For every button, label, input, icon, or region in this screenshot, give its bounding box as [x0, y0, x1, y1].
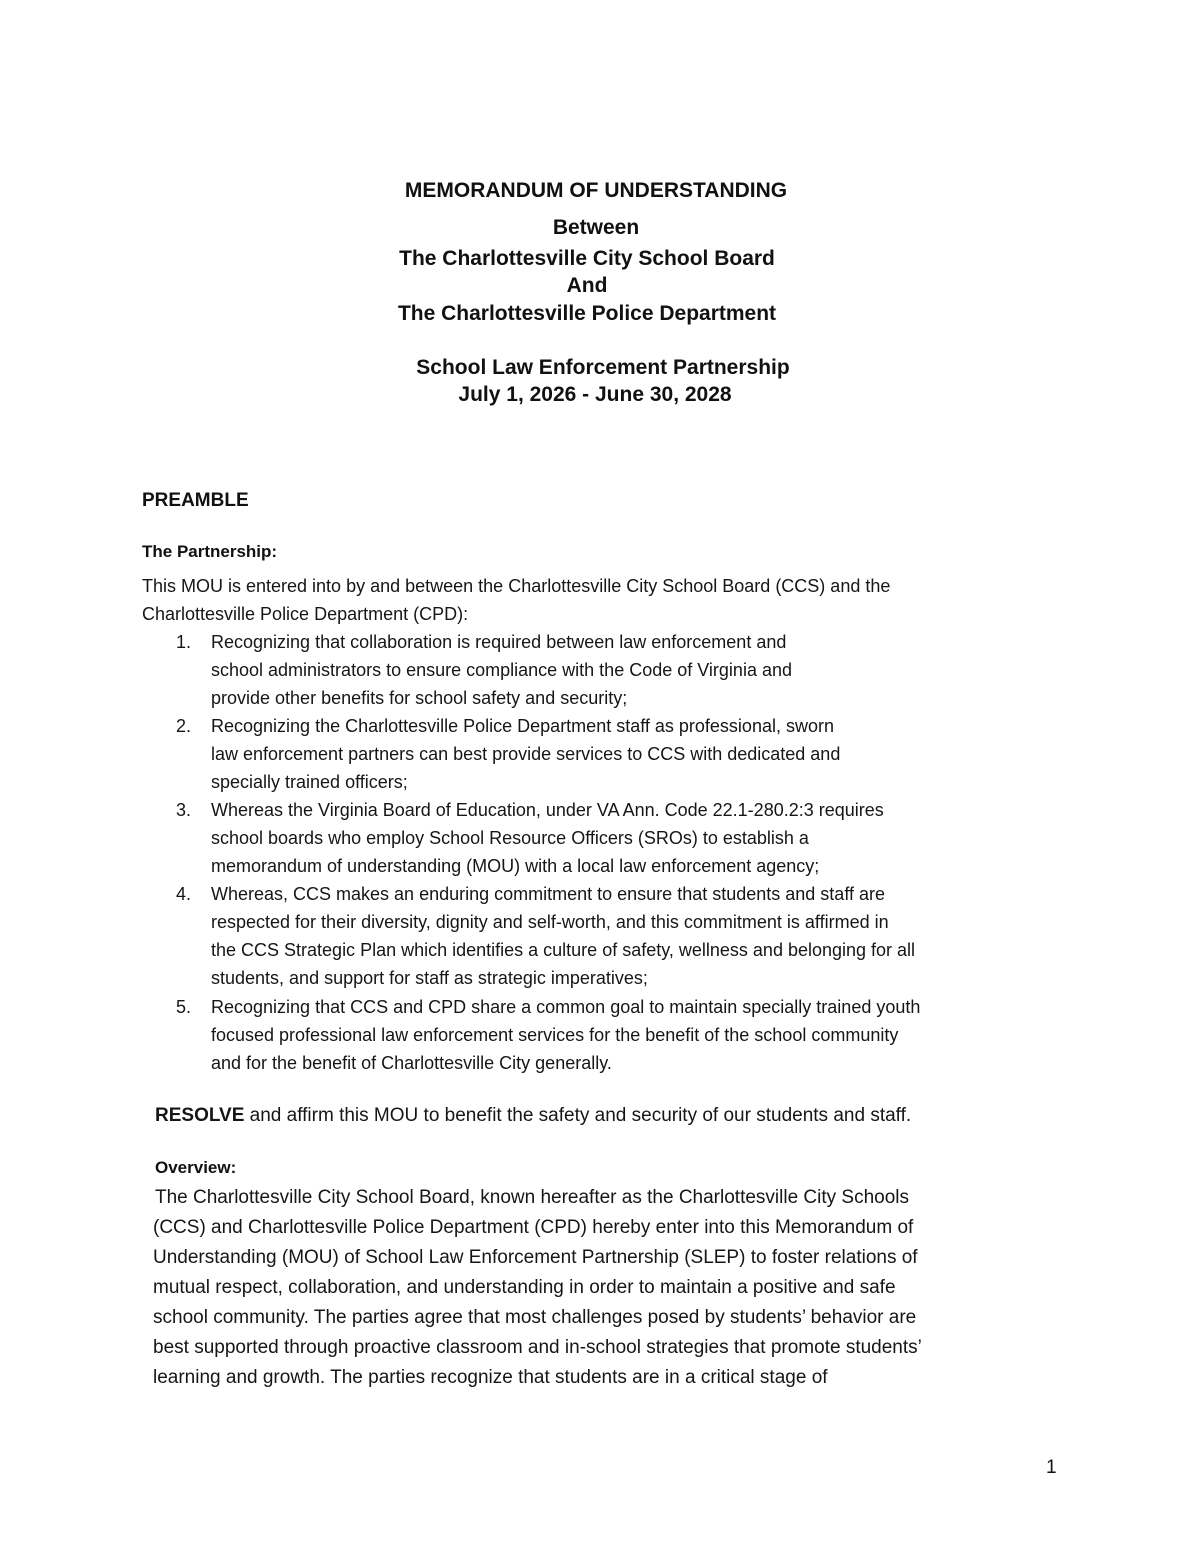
- resolve-text: and affirm this MOU to benefit the safety and security of our students and staff.: [244, 1105, 912, 1126]
- overview-line: Understanding (MOU) of School Law Enforcement Partnership (SLEP) to foster relations of: [153, 1247, 918, 1268]
- list-item-number: 4.: [176, 884, 192, 904]
- list-item-line: Recognizing that collaboration is required between law enforcement and: [211, 632, 787, 652]
- list-item-line: the CCS Strategic Plan which identifies a culture of safety, wellness and belonging for all: [211, 940, 916, 960]
- list-item-line: provide other benefits for school safety and security;: [211, 688, 628, 708]
- partnership-heading: The Partnership:: [142, 542, 278, 561]
- party-school-board: The Charlottesville City School Board: [399, 247, 775, 270]
- list-item-line: law enforcement partners can best provide services to CCS with dedicated and: [211, 744, 841, 764]
- party-police-department: The Charlottesville Police Department: [397, 302, 777, 325]
- list-item-line: school administrators to ensure compliance with the Code of Virginia and: [211, 660, 792, 680]
- list-item-line: Recognizing that CCS and CPD share a common goal to maintain specially trained youth: [211, 997, 921, 1017]
- list-item-line: Whereas the Virginia Board of Education, under VA Ann. Code 22.1-280.2:3 requires: [211, 800, 884, 820]
- list-item-line: Whereas, CCS makes an enduring commitment to ensure that students and staff are: [211, 884, 886, 904]
- list-item-number: 2.: [176, 716, 192, 736]
- preamble-heading: PREAMBLE: [142, 490, 249, 511]
- list-item-number: 1.: [176, 632, 192, 652]
- intro-line: Charlottesville Police Department (CPD):: [142, 604, 469, 624]
- list-item-line: students, and support for staff as strategic imperatives;: [211, 968, 648, 988]
- overview-line: mutual respect, collaboration, and understanding in order to maintain a positive and safe: [153, 1277, 896, 1298]
- intro-line: This MOU is entered into by and between the Charlottesville City School Board (CCS) and the: [142, 576, 891, 596]
- overview-line: school community. The parties agree that most challenges posed by students’ behavior are: [153, 1307, 917, 1328]
- overview-heading: Overview:: [155, 1158, 237, 1177]
- overview-line: best supported through proactive classroom and in-school strategies that promote students’: [153, 1337, 922, 1358]
- document-subtitle: School Law Enforcement Partnership: [416, 356, 790, 379]
- page-number: 1: [1046, 1457, 1057, 1478]
- resolve-statement: [155, 1105, 911, 1127]
- list-item-line: specially trained officers;: [211, 772, 408, 792]
- resolve-lead: RESOLVE: [155, 1105, 245, 1126]
- list-item-number: 3.: [176, 800, 192, 820]
- title-and: And: [566, 274, 608, 297]
- list-item-line: and for the benefit of Charlottesville City generally.: [211, 1053, 612, 1073]
- document-dates: July 1, 2026 - June 30, 2028: [458, 383, 732, 406]
- list-item-line: memorandum of understanding (MOU) with a local law enforcement agency;: [211, 856, 820, 876]
- list-item-line: school boards who employ School Resource Officers (SROs) to establish a: [211, 828, 809, 848]
- overview-line: (CCS) and Charlottesville Police Department (CPD) hereby enter into this Memorandum of: [153, 1217, 914, 1238]
- list-item-line: Recognizing the Charlottesville Police Department staff as professional, sworn: [211, 716, 834, 736]
- title-between: Between: [552, 216, 640, 239]
- list-item-number: 5.: [176, 997, 192, 1017]
- list-item-line: respected for their diversity, dignity and self-worth, and this commitment is affirmed in: [211, 912, 889, 932]
- list-item-line: focused professional law enforcement services for the benefit of the school community: [211, 1025, 899, 1045]
- overview-line: learning and growth. The parties recognize that students are in a critical stage of: [153, 1367, 828, 1388]
- document-title: MEMORANDUM OF UNDERSTANDING: [404, 179, 788, 202]
- overview-line: The Charlottesville City School Board, known hereafter as the Charlottesville City Schools: [155, 1187, 910, 1208]
